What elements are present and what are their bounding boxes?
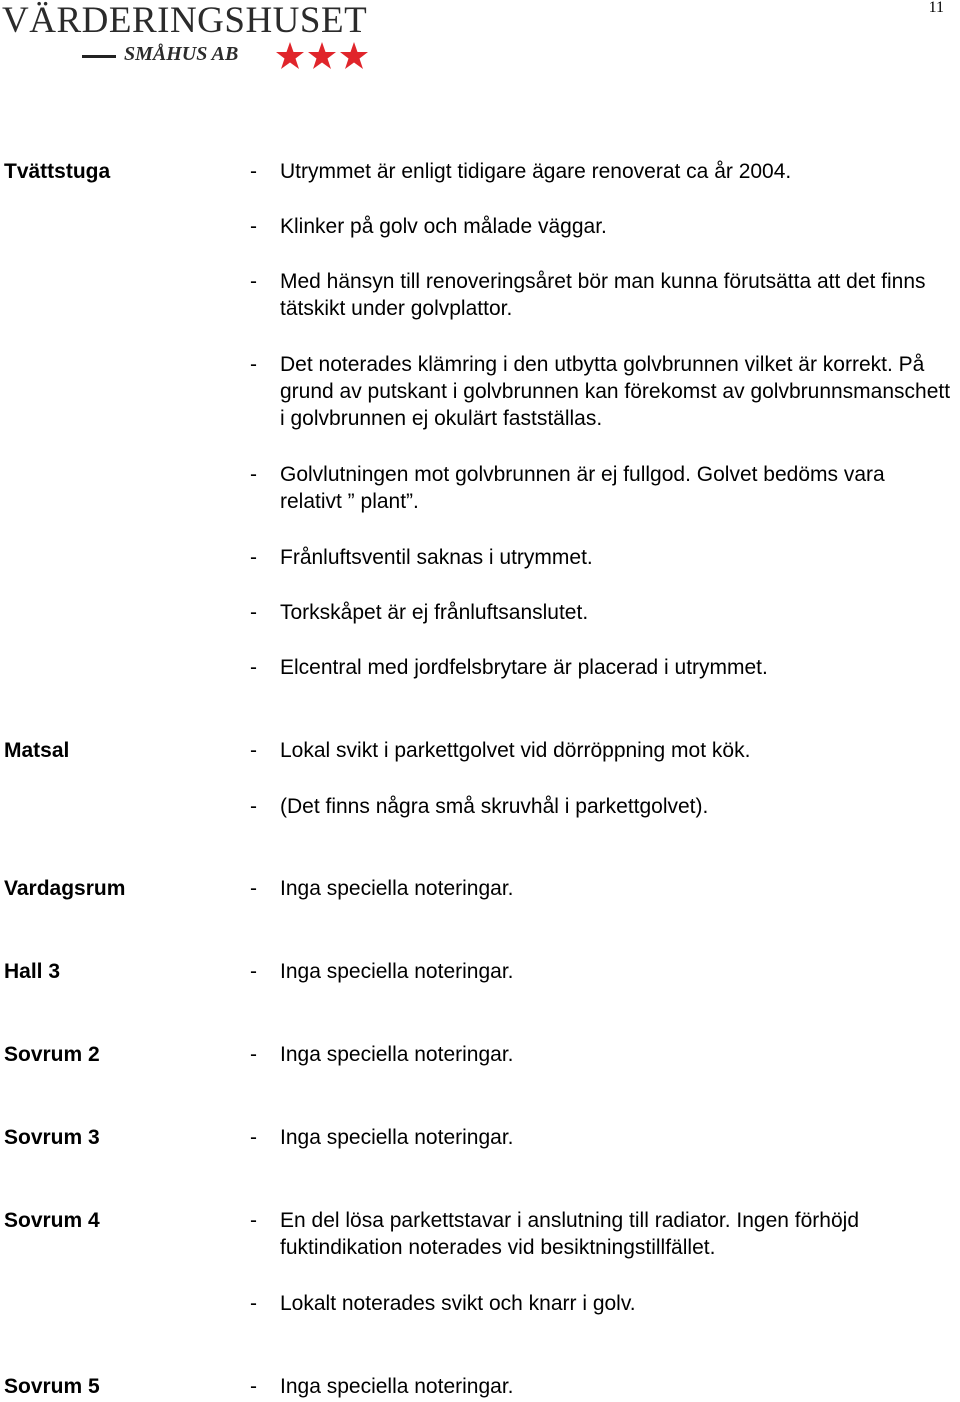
logo-stars-icon (276, 40, 368, 76)
bullet-dash: - (250, 270, 257, 293)
item-text: Frånluftsventil saknas i utrymmet. (280, 546, 593, 569)
item-text: Inga speciella noteringar. (280, 1126, 514, 1149)
item-text: (Det finns några små skruvhål i parkettgolvet). (280, 795, 709, 818)
section-label: Vardagsrum (4, 877, 126, 900)
page-number: 11 (928, 0, 944, 16)
section-label: Sovrum 4 (4, 1209, 100, 1232)
item-text: Inga speciella noteringar. (280, 1375, 514, 1398)
item-text: Elcentral med jordfelsbrytare är placerad i utrymmet. (280, 656, 768, 679)
section-label: Tvättstuga (4, 160, 111, 183)
item-text: Inga speciella noteringar. (280, 1043, 514, 1066)
item-text: Inga speciella noteringar. (280, 960, 514, 983)
logo-wordmark: VÄRDERINGSHUSET (2, 0, 368, 41)
bullet-dash: - (250, 160, 257, 183)
bullet-dash: - (250, 877, 257, 900)
item-text: Torkskåpet är ej frånluftsanslutet. (280, 601, 589, 624)
item-text: Med hänsyn till renoveringsåret bör man kunna förutsätta att det finns tätskikt under golvplattor. (280, 270, 926, 320)
star-icon (340, 42, 368, 69)
item-text: Inga speciella noteringar. (280, 877, 514, 900)
bullet-dash: - (250, 546, 257, 569)
bullet-dash: - (250, 960, 257, 983)
item-text: En del lösa parkettstavar i anslutning till radiator. Ingen förhöjd fuktindikation noterades vid besiktningstillfället. (280, 1209, 860, 1259)
item-text: Det noterades klämring i den utbytta golvbrunnen vilket är korrekt. På grund av putskant i golvbrunnen kan förekomst av golvbrunnsmanschett i golvbrunnen ej okulärt fastställas. (280, 353, 951, 430)
section-label: Matsal (4, 739, 70, 762)
item-text: Lokal svikt i parkettgolvet vid dörröppning mot kök. (280, 739, 751, 762)
item-text: Golvlutningen mot golvbrunnen är ej fullgod. Golvet bedöms vara relativt ” plant”. (280, 463, 885, 513)
company-logo (0, 0, 380, 80)
star-icon (308, 42, 336, 69)
item-text: Klinker på golv och målade väggar. (280, 215, 607, 238)
bullet-dash: - (250, 1292, 257, 1315)
bullet-dash: - (250, 1126, 257, 1149)
bullet-dash: - (250, 353, 257, 376)
section-label: Hall 3 (4, 960, 61, 983)
section-label: Sovrum 3 (4, 1126, 100, 1149)
item-text: Utrymmet är enligt tidigare ägare renoverat ca år 2004. (280, 160, 792, 183)
bullet-dash: - (250, 656, 257, 679)
bullet-dash: - (250, 601, 257, 624)
section-label: Sovrum 2 (4, 1043, 100, 1066)
bullet-dash: - (250, 215, 257, 238)
bullet-dash: - (250, 795, 257, 818)
star-icon (276, 42, 304, 69)
bullet-dash: - (250, 1209, 257, 1232)
section-label: Sovrum 5 (4, 1375, 100, 1398)
logo-subtitle: SMÅHUS AB (124, 43, 239, 65)
bullet-dash: - (250, 1043, 257, 1066)
logo-rule (82, 55, 116, 58)
bullet-dash: - (250, 739, 257, 762)
item-text: Lokalt noterades svikt och knarr i golv. (280, 1292, 636, 1315)
bullet-dash: - (250, 1375, 257, 1398)
bullet-dash: - (250, 463, 257, 486)
